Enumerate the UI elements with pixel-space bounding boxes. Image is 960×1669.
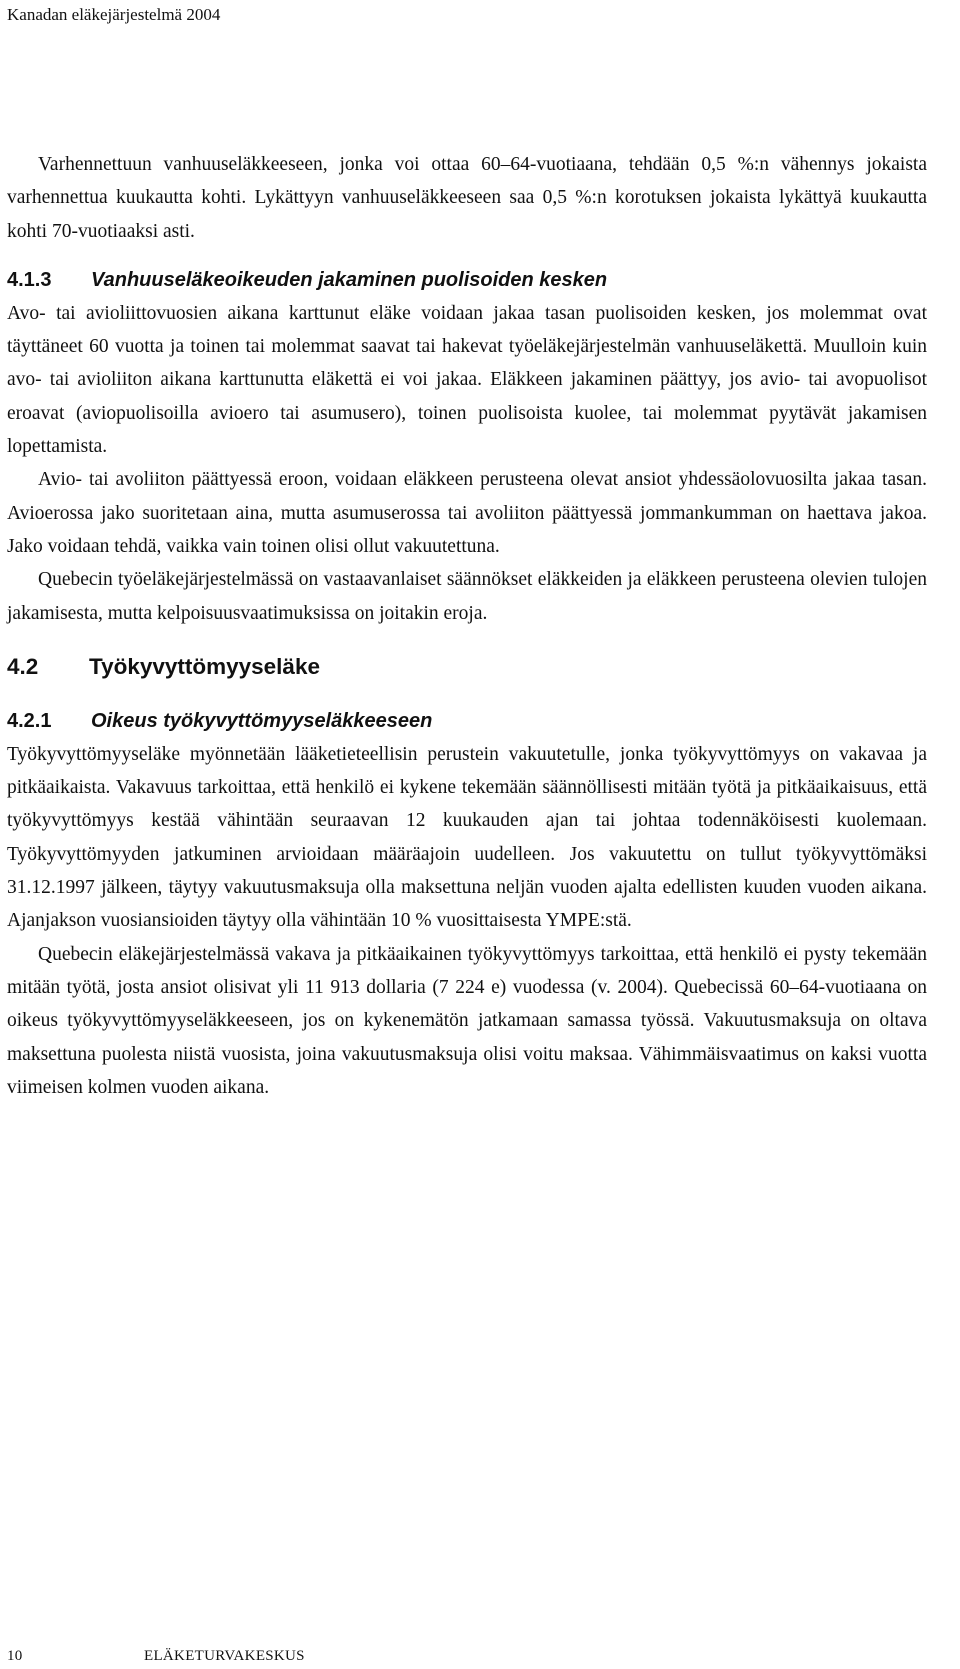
section-number: 4.2.1 <box>7 709 52 732</box>
page-content <box>7 148 927 1104</box>
paragraph-disability-eligibility: Työkyvyttömyyseläke myönnetään lääketieteellisin perustein vakuutetulle, jonka työkyvyttömyys on vakavaa ja pitkäaikaista. Vakavuus tarkoittaa, että henkilö ei kykene tekemään säännöllisesti mitään työtä ja pitkäaikaisuus, että työkyvyttömyys kestää vähintään seuraavan 12 kuukauden ajan tai johtaa todennäköisesti kuolemaan. Työkyvyttömyyden jatkuminen arvioidaan määräajoin uudelleen. Jos vakuutettu on tullut työkyvyttömäksi 31.12.1997 jälkeen, täytyy vakuutusmaksuja olla maksettuna neljän vuoden ajalta edellisten kuuden vuoden aikana. Ajanjakson vuosiansioiden täytyy olla vähintään 10 % vuosittaisesta YMPE:stä. <box>7 743 927 932</box>
page-footer <box>7 1647 305 1665</box>
section-heading-4-1-3 <box>7 264 927 297</box>
paragraph-quebec-disability: Quebecin eläkejärjestelmässä vakava ja pitkäaikainen työkyvyttömyys tarkoittaa, että henkilö ei pysty tekemään mitään työtä, josta ansiot olisivat yli 11 913 dollaria (7 224 e) vuodessa (v. 2004). Quebecissä 60–64-vuotiaana on oikeus työkyvyttömyyseläkkeeseen, jos on kykenemätön jatkamaan samassa työssä. Vakuutusmaksuja on oltava maksettuna puolesta niistä vuosista, joina vakuutusmaksuja olisi voitu maksaa. Vähimmäisvaatimus on kaksi vuotta viimeisen kolmen vuoden aikana. <box>7 943 927 1098</box>
section-heading-4-2 <box>7 650 927 683</box>
paragraph-quebec-splitting: Quebecin työeläkejärjestelmässä on vastaavanlaiset säännökset eläkkeiden ja eläkkeen perusteena olevien tulojen jakamisesta, mutta kelpoisuusvaatimuksissa on joitakin eroja. <box>7 569 927 624</box>
section-number: 4.1.3 <box>7 268 52 291</box>
section-number: 4.2 <box>7 653 39 679</box>
paragraph-pension-splitting: Avo- tai avioliittovuosien aikana karttunut eläke voidaan jakaa tasan puolisoiden kesken, jos molemmat ovat täyttäneet 60 vuotta ja toinen tai molemmat saavat tai hakevat työeläkejärjestelmän vanhuuseläkettä. Muulloin kuin avo- tai avioliiton aikana karttunutta eläkettä ei voi jakaa. Eläkkeen jakaminen päättyy, jos avio- tai avopuolisot eroavat (aviopuolisoilla avioero tai asumusero), toinen puolisoista kuolee, tai molemmat pyytävät jakamisen lopettamista. <box>7 302 927 458</box>
section-title: Työkyvyttömyyseläke <box>89 653 320 679</box>
section-title: Vanhuuseläkeoikeuden jakaminen puolisoiden kesken <box>91 268 608 291</box>
section-heading-4-2-1 <box>7 705 927 738</box>
section-title: Oikeus työkyvyttömyyseläkkeeseen <box>91 709 433 732</box>
page-number: 10 <box>7 1648 23 1664</box>
running-header: Kanadan eläkejärjestelmä 2004 <box>7 5 221 24</box>
paragraph-divorce-splitting: Avio- tai avoliiton päättyessä eroon, voidaan eläkkeen perusteena olevat ansiot yhdessäolovuosilta jakaa tasan. Avioerossa jako suoritetaan aina, mutta asumuserossa tai avoliiton päättyessä jommankumman on haettava jakoa. Jako voidaan tehdä, vaikka vain toinen olisi ollut vakuutettuna. <box>7 469 927 557</box>
paragraph-early-late-retirement: Varhennettuun vanhuuseläkkeeseen, jonka voi ottaa 60–64-vuotiaana, tehdään 0,5 %:n vähennys jokaista varhennettua kuukautta kohti. Lykättyyn vanhuuseläkkeeseen saa 0,5 %:n korotuksen jokaista lykättyä kuukautta kohti 70-vuotiaaksi asti. <box>7 154 927 242</box>
publisher-name: ELÄKETURVAKESKUS <box>144 1648 305 1664</box>
